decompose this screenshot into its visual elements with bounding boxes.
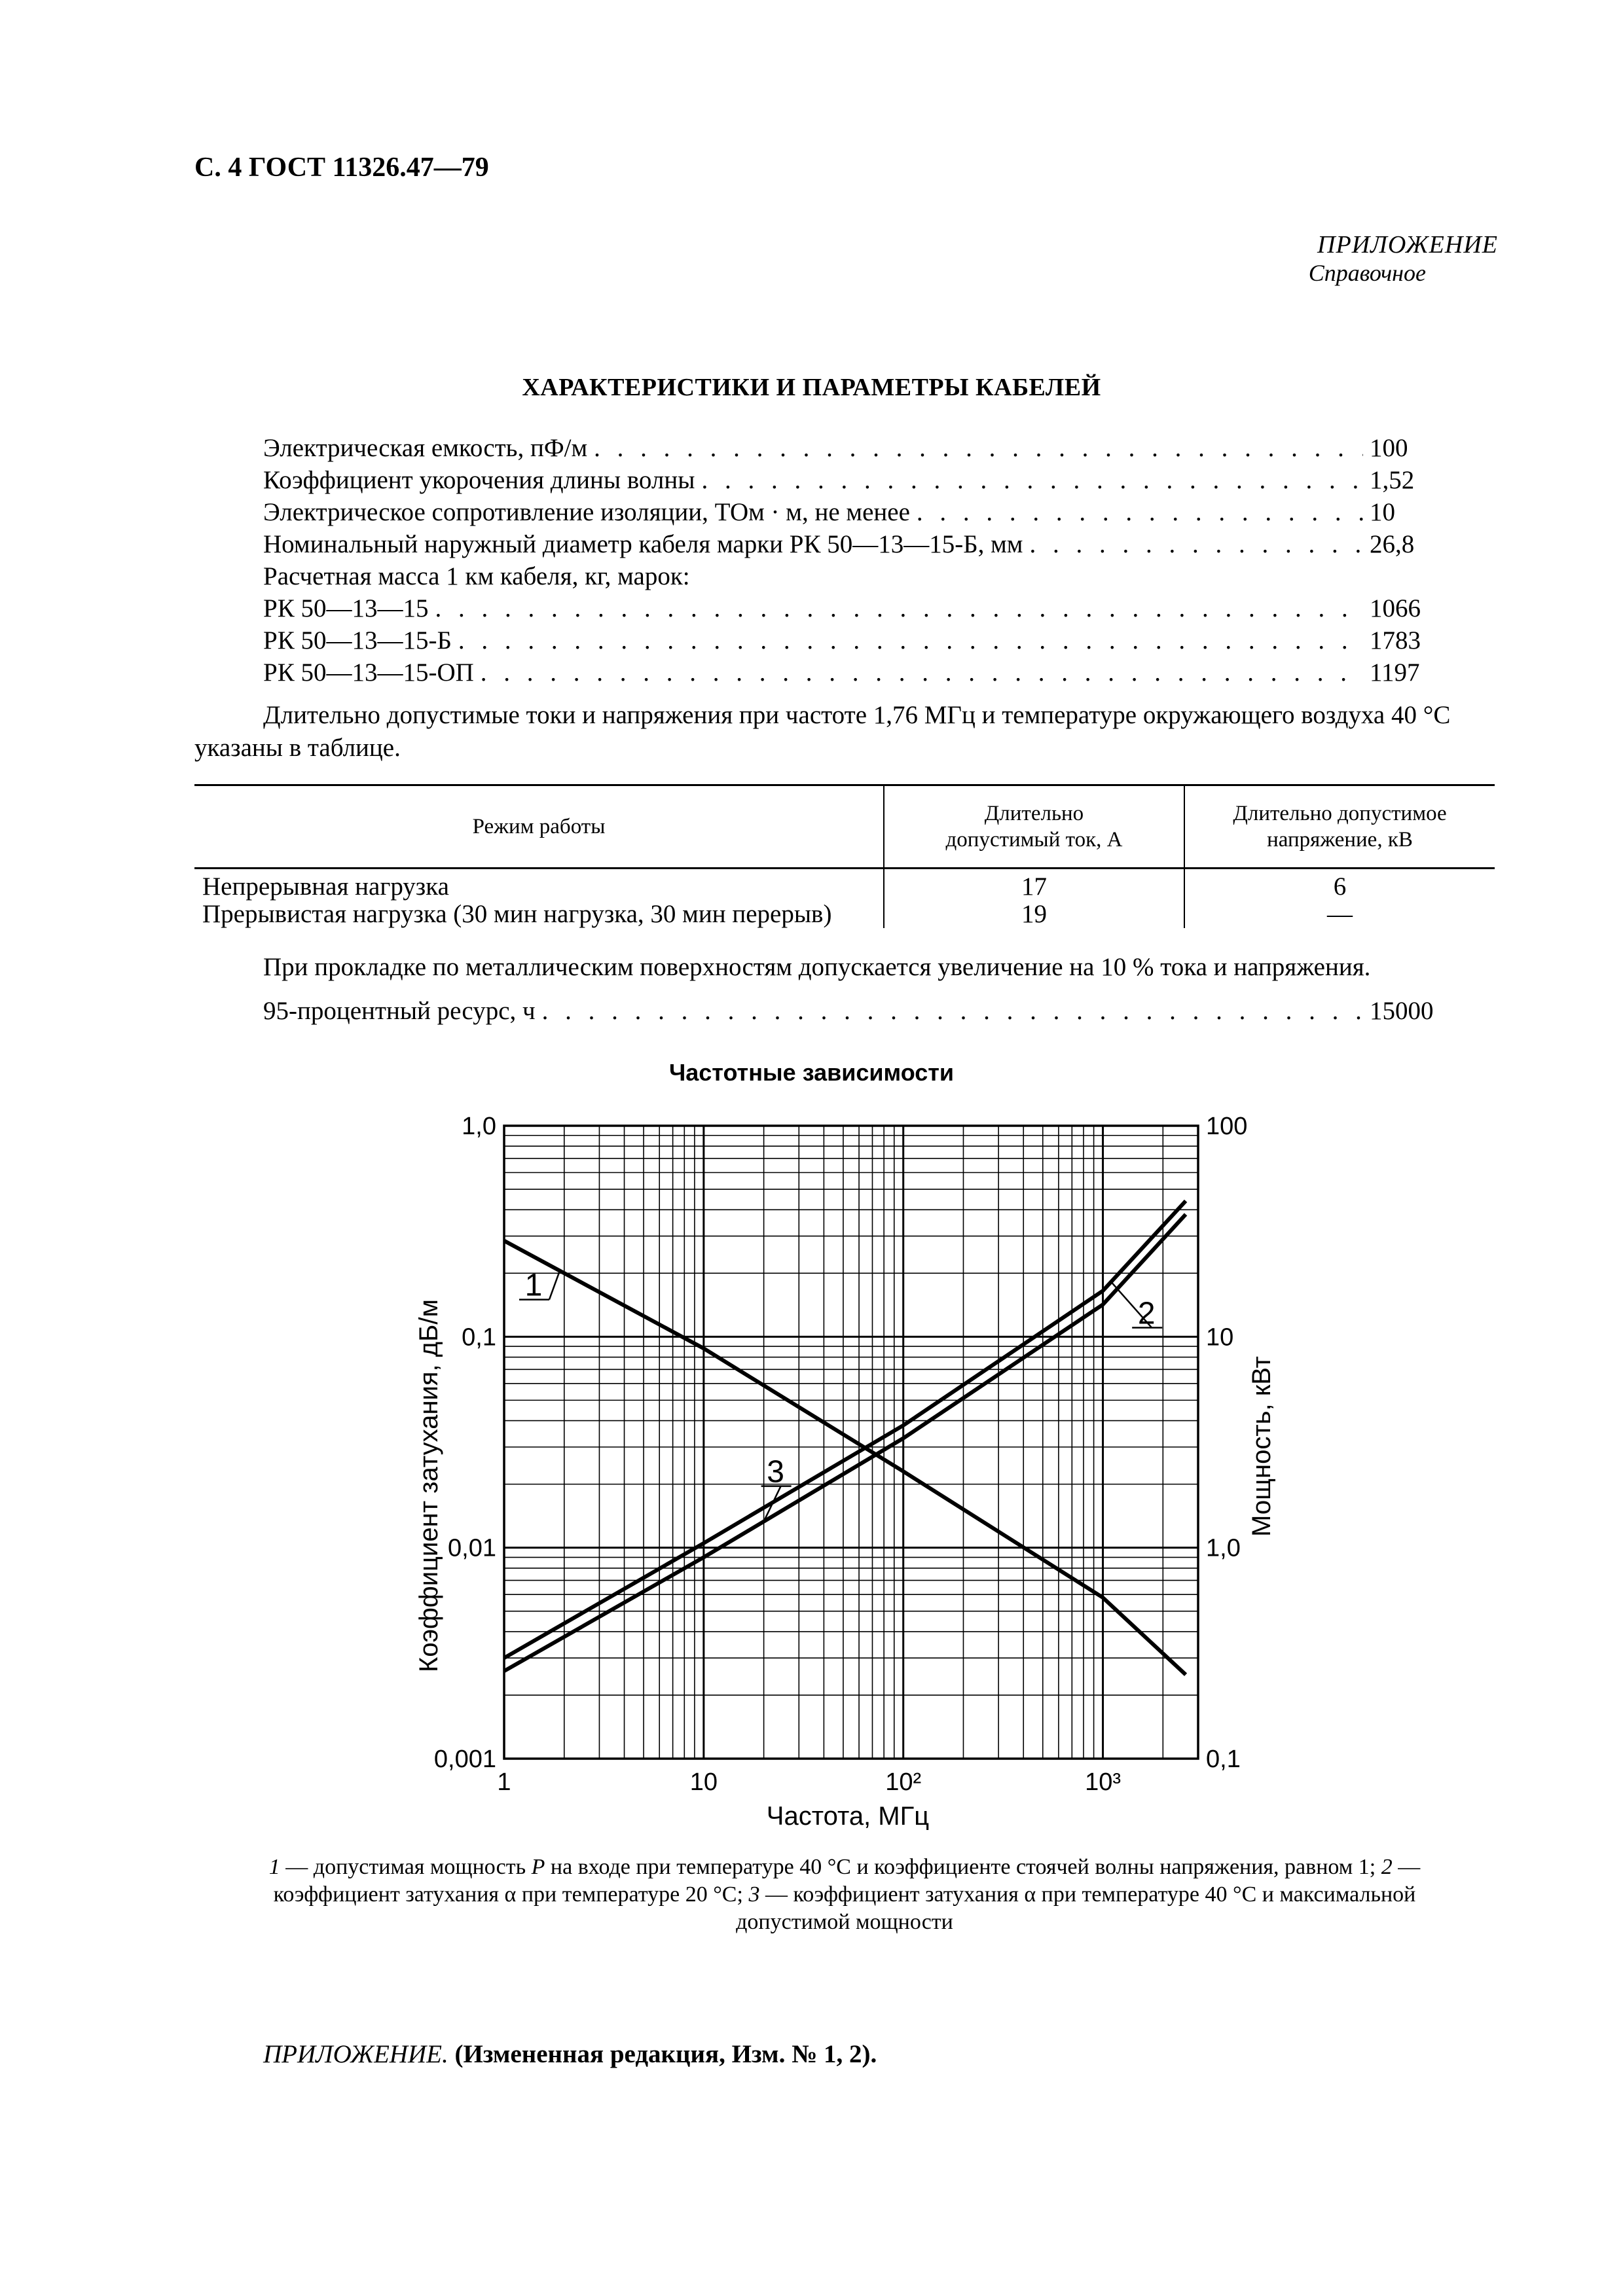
y2-axis-label: Мощность, кВт [1247, 1356, 1276, 1537]
x-tick-label: 10 [689, 1768, 718, 1796]
param-value: 1197 [1370, 658, 1420, 687]
param-row [263, 560, 1455, 592]
frequency-chart [393, 1100, 1375, 1833]
table-header-cell [1184, 785, 1495, 869]
series-label-1: 1 [524, 1268, 543, 1303]
table-cell: — [1184, 901, 1495, 928]
chart-tick-labels [434, 1113, 1248, 1796]
legend-num: 1 [268, 1855, 280, 1879]
leader-dots [1029, 528, 1363, 560]
y2-tick-label: 0,1 [1206, 1746, 1241, 1773]
currents-table [194, 784, 1495, 928]
y-tick-label: 1,0 [462, 1113, 496, 1140]
param-label: Электрическая емкость, пФ/м [263, 434, 588, 462]
footer-bold: (Измененная редакция, Изм. № 1, 2). [454, 2040, 877, 2068]
leader-dots [458, 624, 1363, 656]
param-label: РК 50—13—15-Б [263, 626, 452, 655]
table-row [194, 901, 1495, 928]
table-cell: 6 [1184, 869, 1495, 901]
table-cell: Непрерывная нагрузка [202, 872, 449, 901]
leader-dots [481, 656, 1363, 689]
param-row [263, 624, 1455, 656]
param-value: 26,8 [1370, 530, 1415, 558]
x-axis-label: Частота, МГц [766, 1802, 930, 1831]
table-cell: 17 [884, 869, 1184, 901]
legend-var: P [531, 1855, 545, 1879]
header-text: Длительно допустимый ток, А [945, 802, 1123, 852]
table-header-cell [884, 785, 1184, 869]
leader-dots [594, 432, 1363, 464]
param-value: 10 [1370, 498, 1395, 526]
y2-tick-label: 1,0 [1206, 1534, 1241, 1562]
footer-italic: ПРИЛОЖЕНИЕ. [263, 2040, 448, 2068]
param-label: РК 50—13—15 [263, 594, 429, 622]
param-row [263, 528, 1455, 560]
param-label: Электрическое сопротивление изоляции, ТОм · м, не менее [263, 498, 910, 526]
y2-tick-label: 10 [1206, 1323, 1234, 1352]
leader-dots [542, 995, 1363, 1027]
series-label-leader [549, 1271, 560, 1300]
param-value: 1066 [1370, 594, 1421, 622]
resource-value: 15000 [1370, 997, 1434, 1025]
chart-grid [504, 1126, 1198, 1759]
param-row [263, 592, 1455, 624]
page-header: С. 4 ГОСТ 11326.47—79 [194, 152, 489, 183]
resource-row [263, 995, 1455, 1027]
table-cell: Прерывистая нагрузка (30 мин нагрузка, 30 мин перерыв) [202, 900, 832, 928]
leader-dots [917, 496, 1363, 528]
param-label: РК 50—13—15-ОП [263, 658, 474, 687]
param-value: 1783 [1370, 626, 1421, 655]
x-tick-label: 10³ [1085, 1768, 1122, 1796]
chart-series-labels [519, 1268, 1162, 1522]
section-title: ХАРАКТЕРИСТИКИ И ПАРАМЕТРЫ КАБЕЛЕЙ [522, 374, 1101, 401]
series-label-3: 3 [767, 1454, 784, 1490]
param-label: Расчетная масса 1 км кабеля, кг, марок: [263, 562, 690, 590]
parameters-list [263, 432, 1455, 689]
legend-text: — коэффициент затухания α при температуре 40 °С и максимальной допустимой мощности [736, 1882, 1416, 1934]
y-tick-label: 0,001 [433, 1746, 496, 1773]
table-cell: 19 [884, 901, 1184, 928]
table-header-cell: Режим работы [194, 785, 884, 869]
param-value: 1,52 [1370, 466, 1415, 494]
chart-legend [216, 1854, 1473, 1936]
param-row [263, 656, 1455, 689]
y2-tick-label: 100 [1206, 1113, 1248, 1140]
legend-text: — допустимая мощность [280, 1855, 532, 1879]
param-label: Коэффициент укорочения длины волны [263, 466, 695, 494]
legend-num: 2 [1381, 1855, 1393, 1879]
x-tick-label: 10² [885, 1768, 922, 1796]
legend-num: 3 [748, 1882, 760, 1907]
series-label-2: 2 [1137, 1296, 1156, 1331]
table-header-row [194, 785, 1495, 869]
param-row [263, 464, 1455, 496]
appendix-label [1309, 230, 1498, 287]
param-row [263, 496, 1455, 528]
param-label: Номинальный наружный диаметр кабеля марки РК 50—13—15-Б, мм [263, 530, 1023, 558]
y-axis-label: Коэффициент затухания, дБ/м [414, 1299, 443, 1672]
resource-label: 95-процентный ресурс, ч [263, 997, 536, 1025]
legend-text: на входе при температуре 40 °С и коэффициенте стоячей волны напряжения, равном 1; [545, 1855, 1376, 1879]
y-tick-label: 0,1 [462, 1323, 496, 1352]
param-row [263, 432, 1455, 464]
intro-paragraph: Длительно допустимые токи и напряжения при частоте 1,76 МГц и температуре окружающего воздуха 40 °С указаны в таблице. [194, 701, 1451, 762]
x-tick-label: 1 [497, 1768, 511, 1796]
appendix-subtitle: Справочное [1308, 260, 1426, 286]
footer-note [263, 2039, 877, 2069]
y-tick-label: 0,01 [448, 1534, 496, 1562]
note-paragraph: При прокладке по металлическим поверхностям допускается увеличение на 10 % тока и напряжения. [263, 953, 1371, 981]
legend-text: — коэффициент затухания α при температуре 20 °С; [273, 1855, 1421, 1907]
table-row [194, 869, 1495, 901]
leader-dots [701, 464, 1363, 496]
chart-title: Частотные зависимости [668, 1059, 955, 1086]
leader-dots [435, 592, 1363, 624]
header-text: Длительно допустимое напряжение, кВ [1233, 802, 1447, 852]
param-value: 100 [1370, 434, 1408, 462]
appendix-title: ПРИЛОЖЕНИЕ [1317, 231, 1498, 259]
